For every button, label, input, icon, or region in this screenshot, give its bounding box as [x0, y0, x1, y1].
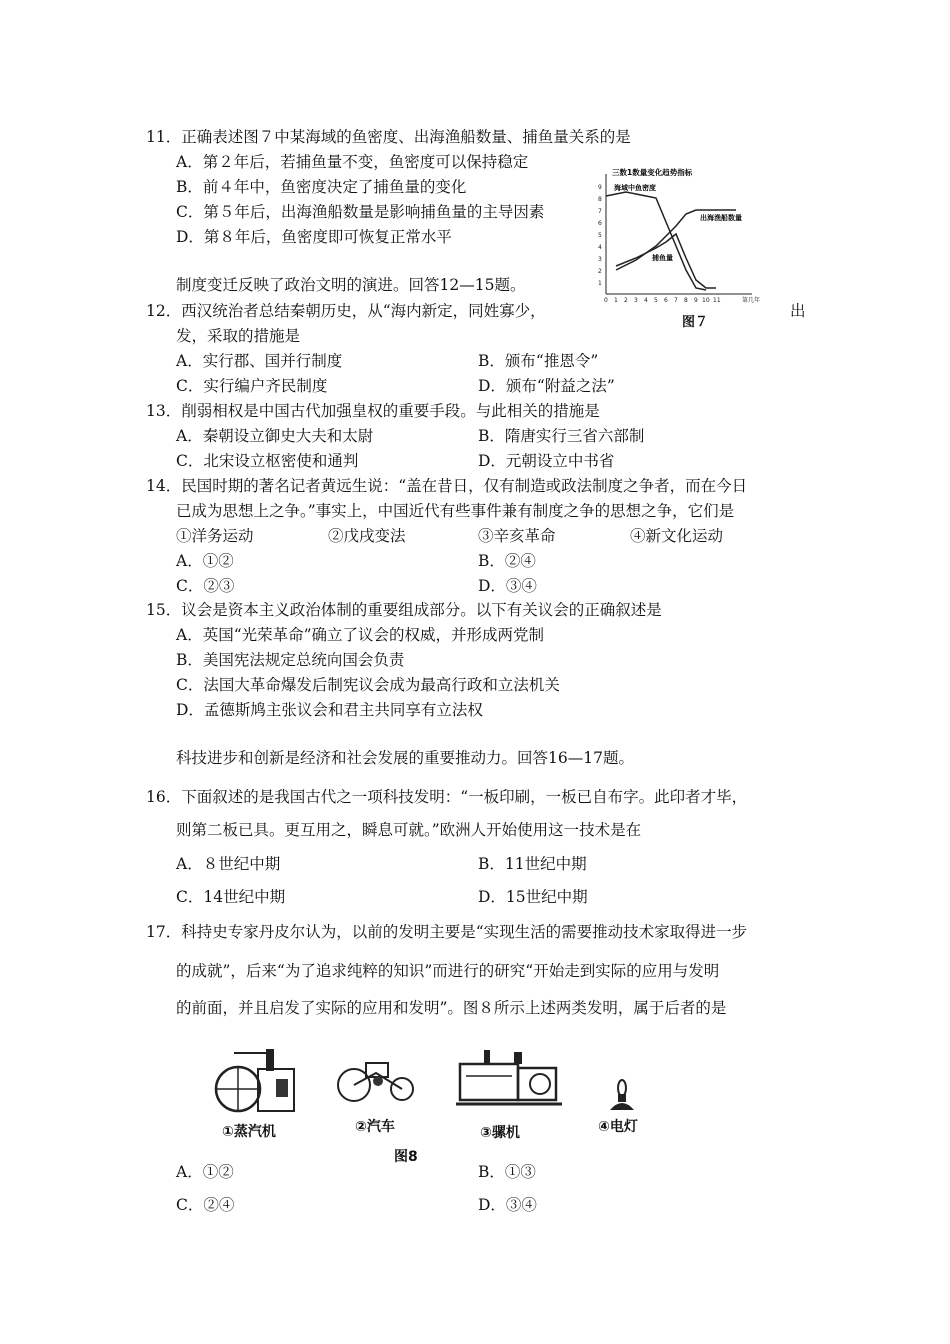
- fig7-legend-top: 三数1数量变化趋势指标: [612, 168, 693, 177]
- q15-option-a[interactable]: A．英国“光荣革命”确立了议会的权威，并形成两党制: [176, 626, 545, 644]
- q12-option-a[interactable]: A．实行郡、国并行制度: [176, 352, 343, 370]
- q11-stem: 11．正确表述图７中某海域的鱼密度、出海渔船数量、捕鱼量关系的是: [146, 128, 631, 146]
- q17-option-a[interactable]: A．①②: [176, 1163, 234, 1181]
- q14-option-c[interactable]: C．②③: [176, 577, 235, 595]
- fig8-label-steam-engine: ①蒸汽机: [222, 1124, 276, 1140]
- fig7-ytick: 3: [598, 256, 602, 263]
- fig7-ytick: 5: [598, 232, 602, 239]
- q13-option-a[interactable]: A．秦朝设立御史大夫和太尉: [176, 427, 374, 445]
- fig7-label-boats: 出海渔船数量: [700, 214, 742, 222]
- q17-option-b[interactable]: B．①③: [478, 1163, 536, 1181]
- fig7-xtick: 10: [702, 297, 710, 304]
- fig8-label-electric-lamp: ④电灯: [598, 1119, 638, 1135]
- q16-stem-line2: 则第二板已具。更互用之，瞬息可就。”欧洲人开始使用这一技术是在: [176, 821, 642, 839]
- fig7-xaxis-label: 第几年: [742, 297, 761, 304]
- automobile-image: [336, 1055, 416, 1107]
- q16-option-c[interactable]: C．14世纪中期: [176, 888, 286, 906]
- fig7-ytick: 4: [598, 244, 602, 251]
- fig7-xtick: 9: [694, 297, 698, 304]
- q15-option-b[interactable]: B．美国宪法规定总统向国会负责: [176, 651, 405, 669]
- q12-stem-line2: 发，采取的措施是: [176, 327, 301, 345]
- q11-option-a[interactable]: A．第２年后，若捕鱼量不变，鱼密度可以保持稳定: [176, 153, 529, 171]
- fig8-label-automobile: ②汽车: [355, 1119, 395, 1135]
- q17-option-d[interactable]: D．③④: [478, 1196, 537, 1214]
- figure-7-chart: [592, 162, 782, 310]
- q12-option-d[interactable]: D．颁布“附益之法”: [478, 377, 615, 395]
- q13-option-b[interactable]: B．隋唐实行三省六部制: [478, 427, 645, 445]
- q12-option-b[interactable]: B．颁布“推恩令”: [478, 352, 599, 370]
- electric-lamp-image: [606, 1076, 638, 1114]
- q15-stem: 15．议会是资本主义政治体制的重要组成部分。以下有关议会的正确叙述是: [146, 601, 662, 619]
- fig7-caption: 图７: [682, 315, 709, 330]
- q12-stem-line1-end: 出: [790, 302, 806, 320]
- q16-option-d[interactable]: D．15世纪中期: [478, 888, 588, 906]
- q14-item-2: ②戊戌变法: [328, 527, 406, 545]
- q14-item-1: ①洋务运动: [176, 527, 254, 545]
- fig8-caption: 图8: [394, 1149, 418, 1165]
- fig7-label-catch: 捕鱼量: [652, 254, 673, 262]
- q16-option-a[interactable]: A．８世纪中期: [176, 855, 281, 873]
- q17-stem-line2: 的成就”，后来“为了追求纯粹的知识”而进行的研究“开始走到实际的应用与发明: [176, 962, 720, 980]
- q14-option-d[interactable]: D．③④: [478, 577, 537, 595]
- q14-item-4: ④新文化运动: [630, 527, 724, 545]
- fig7-ytick: 9: [598, 184, 602, 191]
- q14-option-a[interactable]: A．①②: [176, 552, 234, 570]
- q11-option-c[interactable]: C．第５年后，出海渔船数量是影响捕鱼量的主导因素: [176, 203, 545, 221]
- q12-option-c[interactable]: C．实行编户齐民制度: [176, 377, 328, 395]
- fig8-label-spinning-mule: ③骡机: [480, 1125, 520, 1141]
- q17-stem-line1: 17．科持史专家丹皮尔认为，以前的发明主要是“实现生活的需要推动技术家取得进一步: [146, 923, 748, 941]
- q13-option-c[interactable]: C．北宋设立枢密使和通判: [176, 452, 359, 470]
- fig7-ytick: 2: [598, 268, 602, 275]
- q13-stem: 13．削弱相权是中国古代加强皇权的重要手段。与此相关的措施是: [146, 402, 600, 420]
- q12-stem-line1: 12．西汉统治者总结秦朝历史，从“海内新定，同姓寡少，: [146, 302, 546, 320]
- fig7-xtick: 11: [713, 297, 721, 304]
- fig7-xtick: 8: [684, 297, 688, 304]
- q15-option-d[interactable]: D．孟德斯鸠主张议会和君主共同享有立法权: [176, 701, 483, 719]
- q16-option-b[interactable]: B．11世纪中期: [478, 855, 587, 873]
- q14-stem-line1: 14．民国时期的著名记者黄远生说：“盖在昔日，仅有制造或政法制度之争者，而在今日: [146, 477, 748, 495]
- spinning-mule-image: [454, 1046, 564, 1112]
- q17-option-c[interactable]: C．②④: [176, 1196, 235, 1214]
- q14-item-3: ③辛亥革命: [478, 527, 556, 545]
- fig7-xtick: 0: [604, 297, 608, 304]
- q11-option-b[interactable]: B．前４年中，鱼密度决定了捕鱼量的变化: [176, 178, 467, 196]
- fig7-ytick: 7: [598, 208, 602, 215]
- q14-option-b[interactable]: B．②④: [478, 552, 536, 570]
- fig7-ytick: 8: [598, 196, 602, 203]
- section-intro-1: 制度变迁反映了政治文明的演进。回答12—15题。: [176, 276, 526, 294]
- fig7-label-density: 海域中鱼密度: [614, 184, 656, 192]
- section-intro-2: 科技进步和创新是经济和社会发展的重要推动力。回答16—17题。: [176, 749, 634, 767]
- q16-stem-line1: 16．下面叙述的是我国古代之一项科技发明：“一板印刷，一板已自布字。此印者才毕，: [146, 788, 748, 806]
- fig7-xtick: 5: [654, 297, 658, 304]
- q17-stem-line3: 的前面，并且启发了实际的应用和发明”。图８所示上述两类发明，属于后者的是: [176, 999, 727, 1017]
- q13-option-d[interactable]: D．元朝设立中书省: [478, 452, 615, 470]
- fig7-xtick: 3: [634, 297, 638, 304]
- fig7-ytick: 1: [598, 280, 602, 287]
- fig7-xtick: 2: [624, 297, 628, 304]
- fig7-xtick: 1: [614, 297, 618, 304]
- q11-option-d[interactable]: D．第８年后，鱼密度即可恢复正常水平: [176, 228, 452, 246]
- steam-engine-image: [214, 1045, 300, 1117]
- q14-stem-line2: 已成为思想上之争。”事实上，中国近代有些事件兼有制度之争的思想之争，它们是: [176, 502, 735, 520]
- fig7-ytick: 6: [598, 220, 602, 227]
- fig7-xtick: 4: [644, 297, 648, 304]
- fig7-xtick: 6: [664, 297, 668, 304]
- fig7-xtick: 7: [674, 297, 678, 304]
- q15-option-c[interactable]: C．法国大革命爆发后制宪议会成为最高行政和立法机关: [176, 676, 560, 694]
